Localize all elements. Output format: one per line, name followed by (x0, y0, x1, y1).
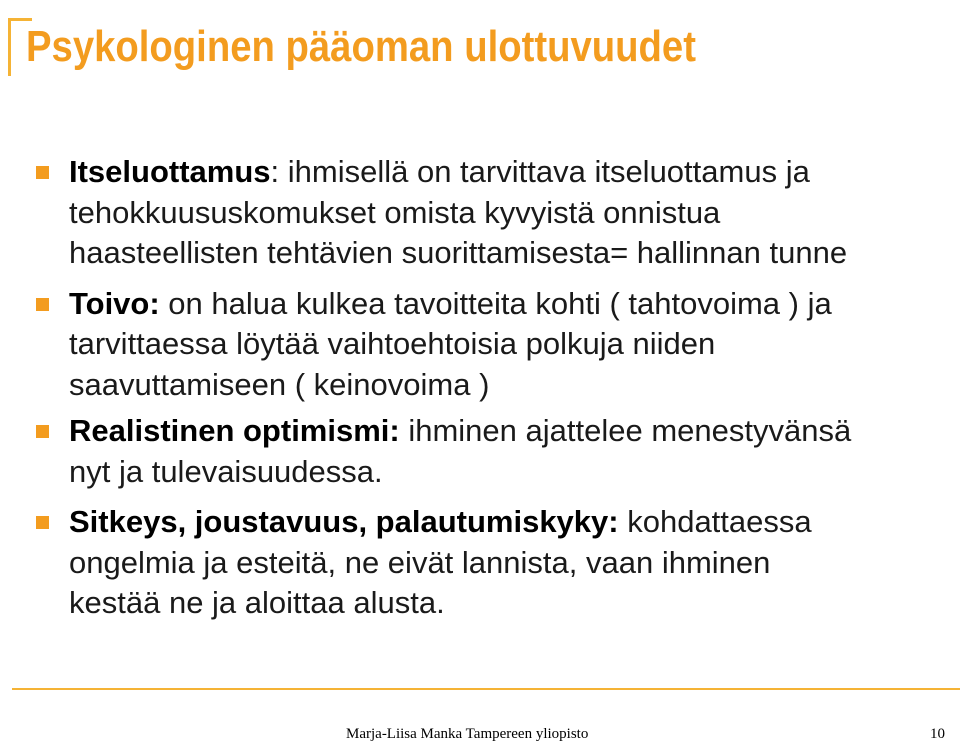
bullet-text (69, 284, 949, 406)
bullet-text (69, 502, 949, 624)
footer-author: Marja-Liisa Manka Tampereen yliopisto (346, 726, 589, 742)
bullet-term: Itseluottamus (69, 154, 271, 189)
square-bullet-icon (36, 298, 49, 311)
bullet-description: : ihmisellä on tarvittava itseluottamus ja tehokkuususkomukset omista kyvyistä onnistua haasteellisten tehtävien suorittamisesta= hallinnan tunne (69, 154, 848, 270)
bullet-item-itseluottamus (36, 152, 949, 274)
bullet-text (69, 152, 949, 274)
square-bullet-icon (36, 516, 49, 529)
bullet-item-toivo (36, 284, 949, 406)
bullet-term: Realistinen optimismi: (69, 413, 400, 448)
bullet-item-sitkeys (36, 502, 949, 624)
bullet-term: Sitkeys, joustavuus, palautumiskyky: (69, 504, 619, 539)
page-number: 10 (930, 726, 945, 742)
slide-title: Psykologinen pääoman ulottuvuudet (26, 22, 696, 71)
bullet-description: on halua kulkea tavoitteita kohti ( tahtovoima ) ja tarvittaessa löytää vaihtoehtoisia polkuja niiden saavuttamiseen ( keinovoima ) (69, 285, 832, 402)
bullet-description: ihminen ajattelee menestyvänsä nyt ja tulevaisuudessa. (69, 413, 852, 489)
square-bullet-icon (36, 425, 49, 438)
square-bullet-icon (36, 166, 49, 179)
footer-divider (12, 688, 960, 690)
bullet-description: kohdattaessa ongelmia ja esteitä, ne eivät lannista, vaan ihminen kestää ne ja aloittaa alusta. (69, 504, 812, 620)
corner-accent-horizontal (8, 18, 32, 21)
corner-accent-vertical (8, 18, 11, 76)
bullet-term: Toivo: (69, 285, 160, 321)
bullet-item-realistinen-optimismi (36, 411, 949, 492)
bullet-text (69, 411, 949, 492)
bullet-list (36, 152, 956, 634)
